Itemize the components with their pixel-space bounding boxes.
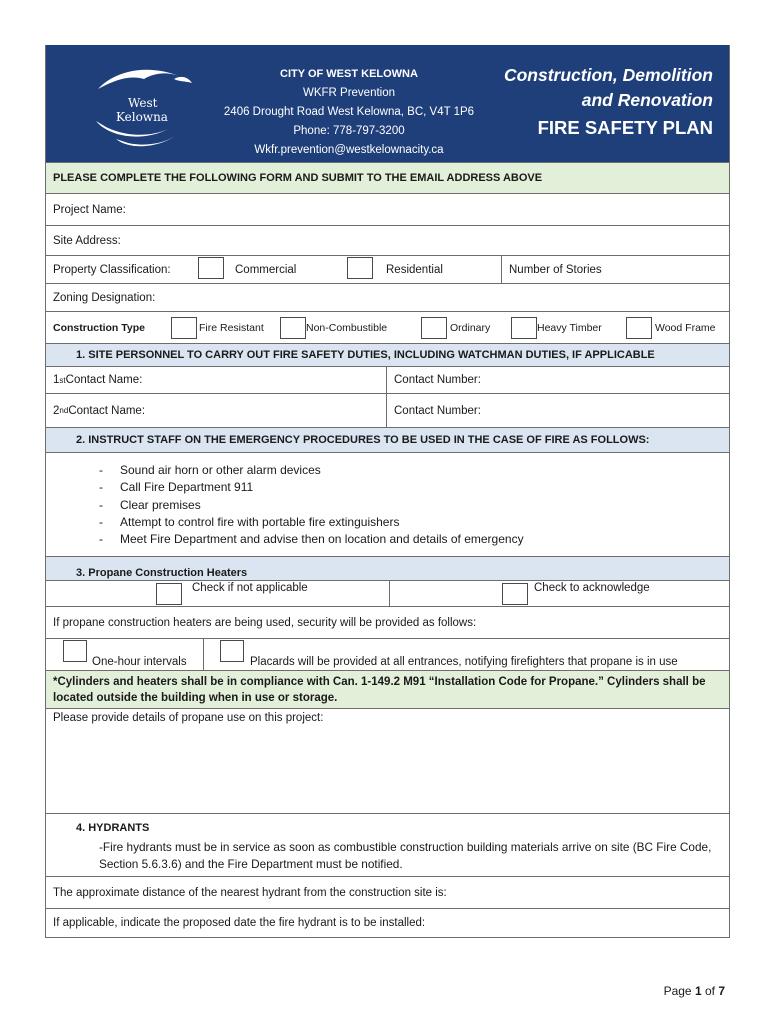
- dept-name: WKFR Prevention: [302, 87, 396, 99]
- org-phone: Phone: 778-797-3200: [293, 125, 405, 137]
- logo-line1: West: [128, 96, 158, 110]
- security-text-row: [46, 606, 729, 638]
- placards-label: Placards will be provided at all entrances, notifying firefighters that propane is in use: [250, 656, 678, 668]
- section2-title: 2. INSTRUCT STAFF ON THE EMERGENCY PROCEDURES TO BE USED IN THE CASE OF FIRE AS FOLLOWS:: [76, 434, 650, 446]
- not-applicable-label: Check if not applicable: [192, 582, 308, 594]
- contact2-sup: nd: [59, 406, 69, 415]
- form-header: [46, 45, 729, 162]
- acknowledge-label: Check to acknowledge: [534, 582, 650, 594]
- procedure-item: - Call Fire Department 911: [99, 480, 254, 495]
- section3-title: 3. Propane Construction Heaters: [76, 567, 248, 579]
- form-title: [504, 63, 713, 142]
- contact1-name-text: Contact Name:: [65, 374, 143, 386]
- construction-type-label: Construction Type: [53, 321, 145, 334]
- emergency-procedures: [46, 452, 729, 556]
- acknowledge-cell: [389, 581, 729, 606]
- contact2-name-label[interactable]: [46, 394, 386, 427]
- section1-header: [46, 343, 729, 366]
- section2-header: [46, 427, 729, 452]
- hydrant-note: -Fire hydrants must be in service as soon as combustible construction building materials arrive on site (BC Fire Code, Section 5.6.3.6) and the Fire Department must be notified.: [99, 840, 712, 871]
- procedure-item: - Sound air horn or other alarm devices: [99, 463, 321, 477]
- one-hour-checkbox[interactable]: [63, 640, 87, 662]
- zoning-row[interactable]: [46, 283, 729, 311]
- wood-frame-checkbox[interactable]: [626, 317, 652, 339]
- contact2-row: [46, 393, 729, 427]
- heavy-timber-checkbox[interactable]: [511, 317, 537, 339]
- one-hour-label: One-hour intervals: [92, 656, 187, 668]
- org-email: Wkfr.prevention@westkelownacity.ca: [254, 144, 444, 156]
- contact2-number-field[interactable]: Contact Number:: [386, 394, 729, 427]
- procedure-item: - Meet Fire Department and advise then on location and details of emergency: [99, 532, 524, 547]
- logo-line2: Kelowna: [116, 110, 168, 124]
- site-address-row[interactable]: [46, 225, 729, 255]
- fire-safety-plan-form: [45, 45, 730, 938]
- contact1-sup: st: [59, 375, 66, 385]
- hydrant-distance-row[interactable]: [46, 876, 729, 908]
- city-name: CITY OF WEST KELOWNA: [280, 68, 418, 80]
- project-name-row[interactable]: [46, 193, 729, 225]
- org-address: 2406 Drought Road West Kelowna, BC, V4T 1P6: [223, 106, 475, 118]
- hydrant-date-row[interactable]: [46, 908, 729, 937]
- heavy-timber-label: Heavy Timber: [537, 321, 602, 334]
- residential-checkbox[interactable]: [347, 257, 373, 279]
- fire-resistant-label: Fire Resistant: [199, 321, 264, 334]
- section1-title: 1. SITE PERSONNEL TO CARRY OUT FIRE SAFETY DUTIES, INCLUDING WATCHMAN DUTIES, IF APPLICABLE: [76, 349, 655, 361]
- contact2-number-ordinal: 2: [53, 404, 60, 417]
- property-classification-label: Property Classification:: [53, 263, 171, 276]
- fire-resistant-checkbox[interactable]: [171, 317, 197, 339]
- title-line3: FIRE SAFETY PLAN: [537, 117, 713, 138]
- not-applicable-checkbox[interactable]: [156, 583, 182, 605]
- title-line1: Construction, Demolition: [503, 65, 713, 85]
- propane-details-field[interactable]: [46, 708, 729, 813]
- project-name-label: Project Name:: [53, 203, 126, 216]
- residential-label: Residential: [386, 263, 443, 276]
- contact1-name-label[interactable]: [46, 367, 386, 393]
- section3-header: [46, 556, 729, 580]
- compliance-row: [46, 670, 729, 708]
- org-info: [214, 65, 484, 160]
- contact1-number-ordinal: 1: [53, 374, 60, 386]
- commercial-checkbox[interactable]: [198, 257, 224, 279]
- propane-details-label: Please provide details of propane use on this project:: [53, 712, 324, 724]
- site-address-label: Site Address:: [53, 234, 121, 247]
- ordinary-checkbox[interactable]: [421, 317, 447, 339]
- contact1-row: [46, 366, 729, 393]
- page-number: Page 1 of 7: [663, 984, 725, 998]
- contact1-number-field[interactable]: Contact Number:: [386, 367, 729, 393]
- acknowledge-checkbox[interactable]: [502, 583, 528, 605]
- property-classification-row: [46, 255, 729, 283]
- construction-type-row: [46, 311, 729, 343]
- wood-frame-label: Wood Frame: [655, 321, 716, 334]
- security-text: If propane construction heaters are being used, security will be provided as follows:: [53, 616, 477, 629]
- number-of-stories-field[interactable]: Number of Stories: [501, 256, 729, 283]
- hydrant-date-label: If applicable, indicate the proposed date the fire hydrant is to be installed:: [53, 917, 426, 929]
- non-combustible-label: Non-Combustible: [306, 321, 388, 334]
- contact2-name-text: Contact Name:: [68, 404, 146, 417]
- placards-cell: [203, 639, 729, 670]
- compliance-text: *Cylinders and heaters shall be in compliance with Can. 1-149.2 M91 “Installation Code for Propane.” Cylinders shall be located outside the building when in use or storage.: [53, 676, 706, 704]
- non-combustible-checkbox[interactable]: [280, 317, 306, 339]
- hydrant-distance-label: The approximate distance of the nearest hydrant from the construction site is:: [53, 886, 447, 899]
- procedure-item: - Attempt to control fire with portable fire extinguishers: [99, 514, 400, 529]
- instructions-row: [46, 162, 729, 193]
- west-kelowna-logo: [76, 59, 211, 149]
- placards-checkbox[interactable]: [220, 640, 244, 662]
- title-line2: and Renovation: [581, 90, 713, 110]
- propane-check-row: [46, 580, 729, 606]
- section4: [46, 813, 729, 876]
- instructions-text: PLEASE COMPLETE THE FOLLOWING FORM AND SUBMIT TO THE EMAIL ADDRESS ABOVE: [53, 172, 543, 184]
- commercial-label: Commercial: [235, 263, 297, 276]
- zoning-label: Zoning Designation:: [53, 291, 156, 304]
- procedure-item: - Clear premises: [99, 497, 201, 512]
- security-options-row: [46, 638, 729, 670]
- section4-title: 4. HYDRANTS: [76, 822, 150, 834]
- ordinary-label: Ordinary: [450, 321, 491, 334]
